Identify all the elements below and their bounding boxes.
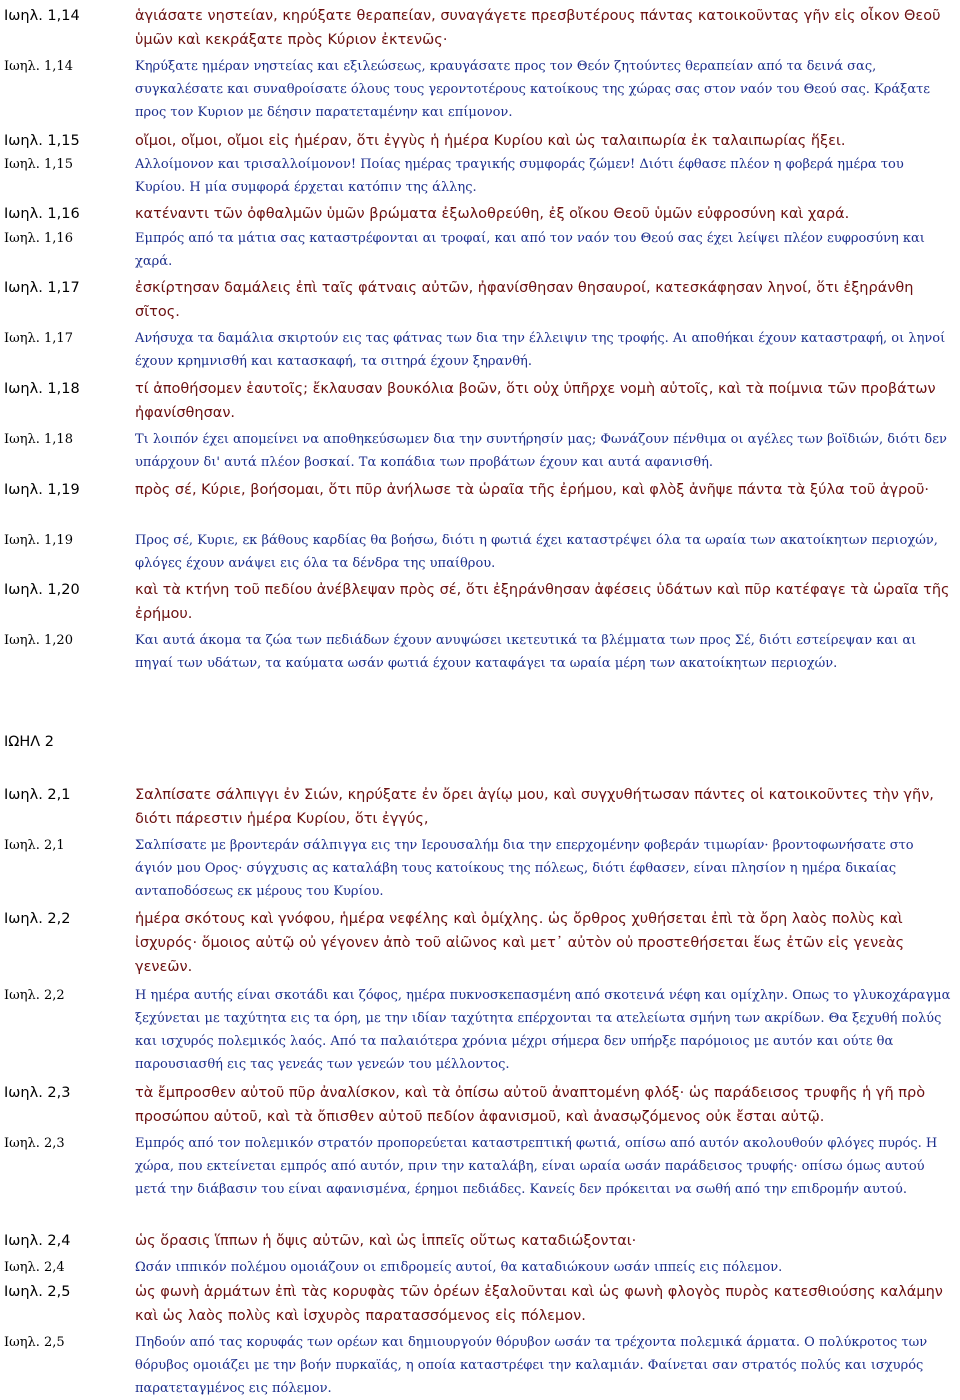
verse-reference: Ιωηλ. 2,2 [4, 988, 65, 1003]
verse-reference: Ιωηλ. 1,20 [4, 582, 80, 598]
verse-reference: Ιωηλ. 1,15 [4, 157, 73, 172]
verse-reference: Ιωηλ. 1,14 [4, 8, 80, 24]
verse-text: ἡμέρα σκότους καὶ γνόφου, ἡμέρα νεφέλης καὶ ὁμίχλης. ὡς ὄρθρος χυθήσεται ἐπὶ τὰ ὄρη λαὸς πολὺς καὶ ἰσχυρός· ὅμοιος αὐτῷ οὐ γέγονεν ἀπὸ τοῦ αἰῶνος καὶ μετ᾿ αὐτὸν οὐ προστεθήσεται ἕως ἐτῶν εἰς γενεὰς γενεῶν. [135, 911, 905, 975]
verse-text: ὡς ὅρασις ἵππων ἡ ὄψις αὐτῶν, καὶ ὡς ἱππεῖς οὕτως καταδιώξονται· [135, 1233, 637, 1249]
verse-text: τί ἀποθήσομεν ἑαυτοῖς; ἔκλαυσαν βουκόλια βοῶν, ὅτι οὐχ ὑπῆρχε νομὴ αὐτοῖς, καὶ τὰ ποίμνια τῶν προβάτων ἠφανίσθησαν. [135, 381, 936, 421]
verse-text: οἴμοι, οἴμοι, οἴμοι εἰς ἡμέραν, ὅτι ἐγγὺς ἡ ἡμέρα Κυρίου καὶ ὡς ταλαιπωρία ἐκ ταλαιπωρίας ἥξει. [135, 133, 846, 149]
verse-reference: Ιωηλ. 2,1 [4, 787, 71, 803]
verse-text: πρὸς σέ, Κύριε, βοήσομαι, ὅτι πῦρ ἀνήλωσε τὰ ὡραῖα τῆς ἐρήμου, καὶ φλὸξ ἀνῆψε πάντα τὰ ξύλα τοῦ ἀγροῦ· [135, 482, 930, 498]
verse-reference: Ιωηλ. 1,16 [4, 206, 80, 222]
chapter-heading: ΙΩΗΛ 2 [4, 734, 55, 750]
verse-text: Κηρύξατε ημέραν νηστείας και εξιλεώσεως, κραυγάσατε προς τον Θεόν ζητούντες θεραπείαν από τα δεινά σας, συγκαλέσατε και συναθροίσατε όλους τους γεροντοτέρους κατοίκους της χώρας σας στον ναόν του Θεού σας. Κράξατε προς τον Κυριον με δέησιν παρατεταμένην και επίμονον. [135, 59, 931, 120]
verse-text: τὰ ἔμπροσθεν αὐτοῦ πῦρ ἀναλίσκον, καὶ τὰ ὀπίσω αὐτοῦ ἀναπτομένη φλόξ· ὡς παράδεισος τρυφῆς ἡ γῆ πρὸ προσώπου αὐτοῦ, καὶ τὰ ὄπισθεν αὐτοῦ πεδίον ἀφανισμοῦ, καὶ ἀνασῳζόμενος οὐκ ἔσται αὐτῷ. [135, 1085, 926, 1125]
verse-text: Εμπρός από τον πολεμικόν στρατόν προπορεύεται καταστρεπτική φωτιά, οπίσω από αυτόν ακολουθούν φλόγες πυρός. Η χώρα, που εκτείνεται εμπρός από αυτόν, πριν την καταλάβη, είναι ωραία ωσάν παράδεισος τρυφής· οπίσω όμως αυτού μετά την διάβασιν του είναι αφανισμένα, έρημοι πεδιάδες. Κανείς δεν πρόκειται να σωθή από την επιδρομήν αυτού. [135, 1136, 938, 1197]
verse-reference: Ιωηλ. 2,4 [4, 1233, 71, 1249]
verse-text: Εμπρός από τα μάτια σας καταστρέφονται αι τροφαί, και από τον ναόν του Θεού σας έχει λείψει πλέον ευφροσύνη και χαρά. [135, 231, 925, 269]
verse-reference: Ιωηλ. 1,17 [4, 280, 80, 296]
verse-text: ὡς φωνὴ ἁρμάτων ἐπὶ τὰς κορυφὰς τῶν ὀρέων ἐξαλοῦνται καὶ ὡς φωνὴ φλογὸς πυρὸς κατεσθιούσης καλάμην καὶ ὡς λαὸς πολὺς καὶ ἰσχυρὸς παρατασσόμενος εἰς πόλεμον. [135, 1284, 943, 1324]
verse-reference: Ιωηλ. 1,17 [4, 331, 73, 346]
verse-reference: Ιωηλ. 2,3 [4, 1085, 71, 1101]
verse-text: καὶ τὰ κτήνη τοῦ πεδίου ἀνέβλεψαν πρὸς σέ, ὅτι ἐξηράνθησαν ἀφέσεις ὑδάτων καὶ πῦρ κατέφαγε τὰ ὡραῖα τῆς ἐρήμου. [135, 582, 950, 622]
verse-text: Αλλοίμονον και τρισαλλοίμονον! Ποίας ημέρας τραγικής συμφοράς ζώμεν! Διότι έφθασε πλέον η φοβερά ημέρα του Κυρίου. Η μία συμφορά έρχεται κατόπιν της άλλης. [135, 157, 904, 195]
verse-reference: Ιωηλ. 1,18 [4, 432, 73, 447]
verse-reference: Ιωηλ. 2,5 [4, 1284, 71, 1300]
verse-text: Σαλπίσατε σάλπιγγι ἐν Σιών, κηρύξατε ἐν ὄρει ἁγίῳ μου, καὶ συγχυθήτωσαν πάντες οἱ κατοικοῦντες τὴν γῆν, διότι πάρεστιν ἡμέρα Κυρίου, ὅτι ἐγγύς, [135, 787, 934, 827]
verse-reference: Ιωηλ. 2,1 [4, 838, 65, 853]
verse-reference: Ιωηλ. 1,19 [4, 533, 73, 548]
verse-reference: Ιωηλ. 2,2 [4, 911, 71, 927]
verse-reference: Ιωηλ. 1,14 [4, 59, 73, 74]
verse-reference: Ιωηλ. 1,20 [4, 633, 73, 648]
verse-reference: Ιωηλ. 1,15 [4, 133, 80, 149]
verse-text: κατέναντι τῶν ὀφθαλμῶν ὑμῶν βρώματα ἐξωλοθρεύθη, ἐξ οἴκου Θεοῦ ὑμῶν εὐφροσύνη καὶ χαρά. [135, 206, 850, 222]
verse-text: Ωσάν ιππικόν πολέμου ομοιάζουν οι επιδρομείς αυτοί, θα καταδιώκουν ωσάν ιππείς εις πόλεμον. [135, 1260, 783, 1275]
verse-reference: Ιωηλ. 2,4 [4, 1260, 65, 1275]
verse-text: Τι λοιπόν έχει απομείνει να αποθηκεύσωμεν δια την συντήρησίν μας; Φωνάζουν πένθιμα οι αγέλες των βοϊδιών, διότι δεν υπάρχουν δι' αυτά πλέον βοσκαί. Τα κοπάδια των προβάτων έχουν και αυτά αφανισθή. [135, 432, 947, 470]
verse-text: Ανήσυχα τα δαμάλια σκιρτούν εις τας φάτνας των δια την έλλειψιν της τροφής. Αι αποθήκαι έχουν καταστραφή, οι ληνοί έχουν κρημνισθή και κατασκαφή, τα σιτηρά έχουν ξηρανθή. [135, 331, 946, 369]
verse-text: Και αυτά άκομα τα ζώα των πεδιάδων έχουν ανυψώσει ικετευτικά τα βλέμματα των προς Σέ, διότι εστείρεψαν και αι πηγαί των υδάτων, τα καύματα ωσάν φωτιά έχουν καταφάγει τα ωραία μέρη των ακατοίκητων περιοχών. [135, 633, 917, 671]
verse-reference: Ιωηλ. 1,19 [4, 482, 80, 498]
verse-text: ἁγιάσατε νηστείαν, κηρύξατε θεραπείαν, συναγάγετε πρεσβυτέρους πάντας κατοικοῦντας γῆν εἰς οἶκον Θεοῦ ὑμῶν καὶ κεκράξατε πρὸς Κύριον ἐκτενῶς· [135, 8, 941, 48]
verse-reference: Ιωηλ. 1,16 [4, 231, 73, 246]
verse-text: Η ημέρα αυτής είναι σκοτάδι και ζόφος, ημέρα πυκνοσκεπασμένη από σκοτεινά νέφη και ομίχλην. Οπως το γλυκοχάραγμα ξεχύνεται με ταχύτητα εις τα όρη, με την ιδίαν ταχύτητα επέρχονται τα ατελείωτα σμήνη των ακρίδων. Θα ξεχυθή πολύς και ισχυρός πολεμικός λαός. Από τα παλαιότερα χρόνια μέχρι σήμερα δεν υπήρξε παρόμοιος με αυτόν και ούτε θα παρουσιασθή εις τας γενεάς των γενεών του μέλλοντος. [135, 988, 951, 1072]
verse-text: Σαλπίσατε με βροντεράν σάλπιγγα εις την Ιερουσαλήμ δια την επερχομένην φοβεράν τιμωρίαν· βροντοφωνήσατε στο άγιόν μου Ορος· σύγχυσις ας καταλάβη τους κατοίκους της πόλεως, διότι έφθασεν, είναι πλησίον η ημέρα δικαίας ανταποδόσεως εκ μέρους του Κυρίου. [135, 838, 914, 899]
verse-reference: Ιωηλ. 2,5 [4, 1335, 65, 1350]
verse-text: Προς σέ, Κυριε, εκ βάθους καρδίας θα βοήσω, διότι η φωτιά έχει καταστρέψει όλα τα ωραία των ακατοίκητων περιοχών, φλόγες έχουν ανάψει εις όλα τα δένδρα της υπαίθρου. [135, 533, 938, 571]
verse-reference: Ιωηλ. 2,3 [4, 1136, 65, 1151]
verse-text: Πηδούν από τας κορυφάς των ορέων και δημιουργούν θόρυβον ωσάν τα τρέχοντα πολεμικά άρματα. Ο πολύκροτος των θόρυβος ομοιάζει με την βοήν πυρκαϊάς, η οποία καταστρέφει την καλαμιάν. Φαίνεται σαν στρατός πολύς και ισχυρός παρατεταγμένος εις πόλεμον. [135, 1335, 928, 1396]
verse-text: ἐσκίρτησαν δαμάλεις ἐπὶ ταῖς φάτναις αὐτῶν, ἠφανίσθησαν θησαυροί, κατεσκάφησαν ληνοί, ὅτι ἐξηράνθη σῖτος. [135, 280, 914, 320]
verse-reference: Ιωηλ. 1,18 [4, 381, 80, 397]
